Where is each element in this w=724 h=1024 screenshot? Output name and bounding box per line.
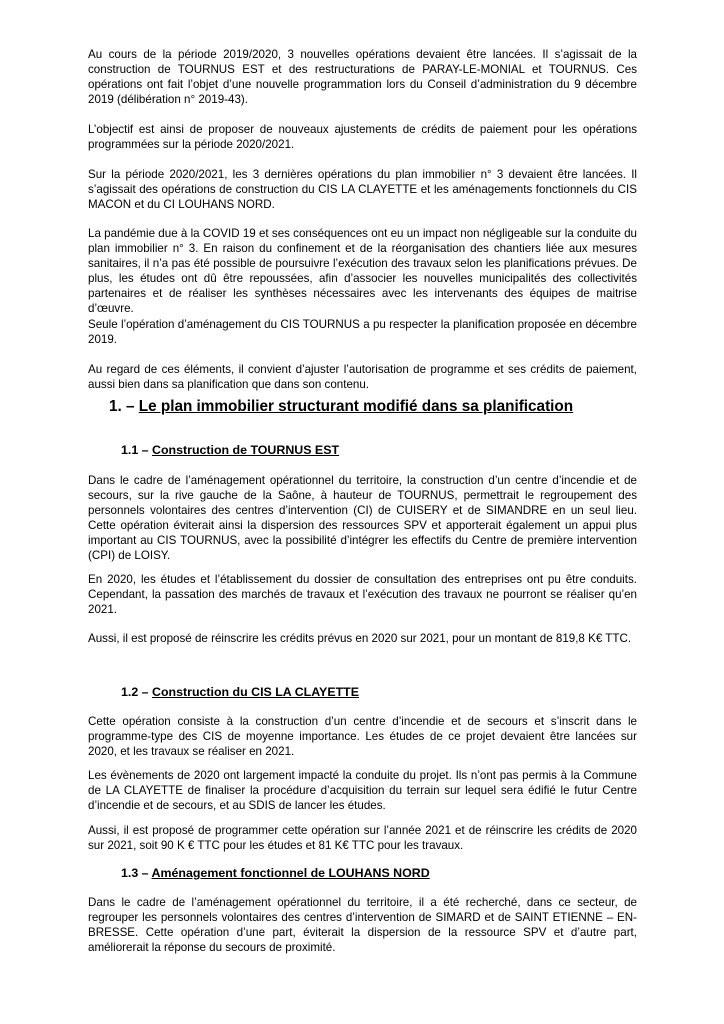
subsection-1-1-title: Construction de TOURNUS EST bbox=[152, 443, 340, 457]
subsection-1-1-number: 1.1 – bbox=[121, 443, 153, 457]
subsection-1-2-number: 1.2 – bbox=[121, 685, 153, 699]
subsection-1-1-heading bbox=[121, 443, 339, 457]
subsection-1-2-paragraph-1: Cette opération consiste à la construction d’un centre d’incendie et de secours et s’inscrit dans le programme-type des CIS de moyenne importance. Les études de ce projet devaient être lancées sur 2020, et les travaux se réaliser en 2021. bbox=[88, 715, 637, 759]
subsection-1-3-heading bbox=[121, 866, 430, 880]
section-1-number: 1. – bbox=[109, 398, 139, 415]
subsection-1-2-paragraph-2: Les évènements de 2020 ont largement impacté la conduite du projet. Ils n’ont pas permis à la Commune de LA CLAYETTE de finaliser la procédure d’acquisition du terrain sur lequel sera édifié le futur Centre d’incendie et de secours, et au SDIS de lancer les études. bbox=[88, 769, 637, 813]
subsection-1-1-paragraph-2: En 2020, les études et l’établissement du dossier de consultation des entreprises ont pu être conduits. Cependant, la passation des marchés de travaux et l’exécution des travaux ne pourront se réaliser qu’en 2021. bbox=[88, 573, 637, 617]
section-1-heading bbox=[109, 398, 573, 416]
subsection-1-1-paragraph-1: Dans le cadre de l’aménagement opérationnel du territoire, la construction d’un centre d’incendie et de secours, sur la rive gauche de la Saône, à hauteur de TOURNUS, permettrait le regroupement des personnels volontaires des centres d’intervention (CI) de CUISERY et de SIMANDRE en un seul lieu. Cette opération éviterait ainsi la dispersion des ressources SPV et apporterait également un appui plus important au CIS TOURNUS, avec la possibilité d’intégrer les effectifs du Centre de première intervention (CPI) de LOISY. bbox=[88, 474, 637, 563]
subsection-1-3-title: Aménagement fonctionnel de LOUHANS NORD bbox=[151, 866, 430, 880]
subsection-1-3-paragraph-1: Dans le cadre de l’aménagement opérationnel du territoire, il a été recherché, dans ce secteur, de regrouper les personnels volontaires des centres d’intervention de SIMARD et de SAINT ETIENNE – EN-BRESSE. Cette opération d’une part, éviterait la dispersion de la ressource SPV et d’autre part, améliorerait la réponse du secours de proximité. bbox=[88, 896, 637, 955]
intro-paragraph-4: La pandémie due à la COVID 19 et ses conséquences ont eu un impact non négligeable sur la conduite du plan immobilier n° 3. En raison du confinement et de la réorganisation des chantiers liée aux mesures sanitaires, il n’a pas été possible de poursuivre l’exécution des travaux selon les planifications prévues. De plus, les études ont dû être repoussées, afin d’associer les nouvelles municipalités des collectivités partenaires et de réaliser les synthèses nécessaires avec les intervenants des équipes de maitrise d’œuvre. bbox=[88, 227, 637, 316]
intro-paragraph-1: Au cours de la période 2019/2020, 3 nouvelles opérations devaient être lancées. Il s’agissait de la construction de TOURNUS EST et des restructurations de PARAY-LE-MONIAL et TOURNUS. Ces opérations ont fait l’objet d’une nouvelle programmation lors du Conseil d’administration du 9 décembre 2019 (délibération n° 2019-43). bbox=[88, 48, 637, 107]
intro-paragraph-5: Seule l’opération d’aménagement du CIS TOURNUS a pu respecter la planification proposée en décembre 2019. bbox=[88, 318, 637, 347]
subsection-1-2-paragraph-3: Aussi, il est proposé de programmer cette opération sur l’année 2021 et de réinscrire les crédits de 2020 sur 2021, soit 90 K € TTC pour les études et 81 K€ TTC pour les travaux. bbox=[88, 824, 637, 853]
subsection-1-2-heading bbox=[121, 685, 359, 699]
subsection-1-1-paragraph-3: Aussi, il est proposé de réinscrire les crédits prévus en 2020 sur 2021, pour un montant de 819,8 K€ TTC. bbox=[88, 632, 632, 645]
section-1-title: Le plan immobilier structurant modifié dans sa planification bbox=[138, 398, 574, 415]
subsection-1-3-number: 1.3 – bbox=[121, 866, 152, 880]
intro-paragraph-6: Au regard de ces éléments, il convient d’ajuster l’autorisation de programme et ses crédits de paiement, aussi bien dans sa planification que dans son contenu. bbox=[88, 363, 637, 392]
subsection-1-2-title: Construction du CIS LA CLAYETTE bbox=[152, 685, 359, 699]
intro-paragraph-2: L’objectif est ainsi de proposer de nouveaux ajustements de crédits de paiement pour les opérations programmées sur la période 2020/2021. bbox=[88, 123, 637, 152]
intro-paragraph-3: Sur la période 2020/2021, les 3 dernières opérations du plan immobilier n° 3 devaient être lancées. Il s’agissait des opérations de construction du CIS LA CLAYETTE et les aménagements fonctionnels du CIS MACON et du CI LOUHANS NORD. bbox=[88, 168, 637, 212]
